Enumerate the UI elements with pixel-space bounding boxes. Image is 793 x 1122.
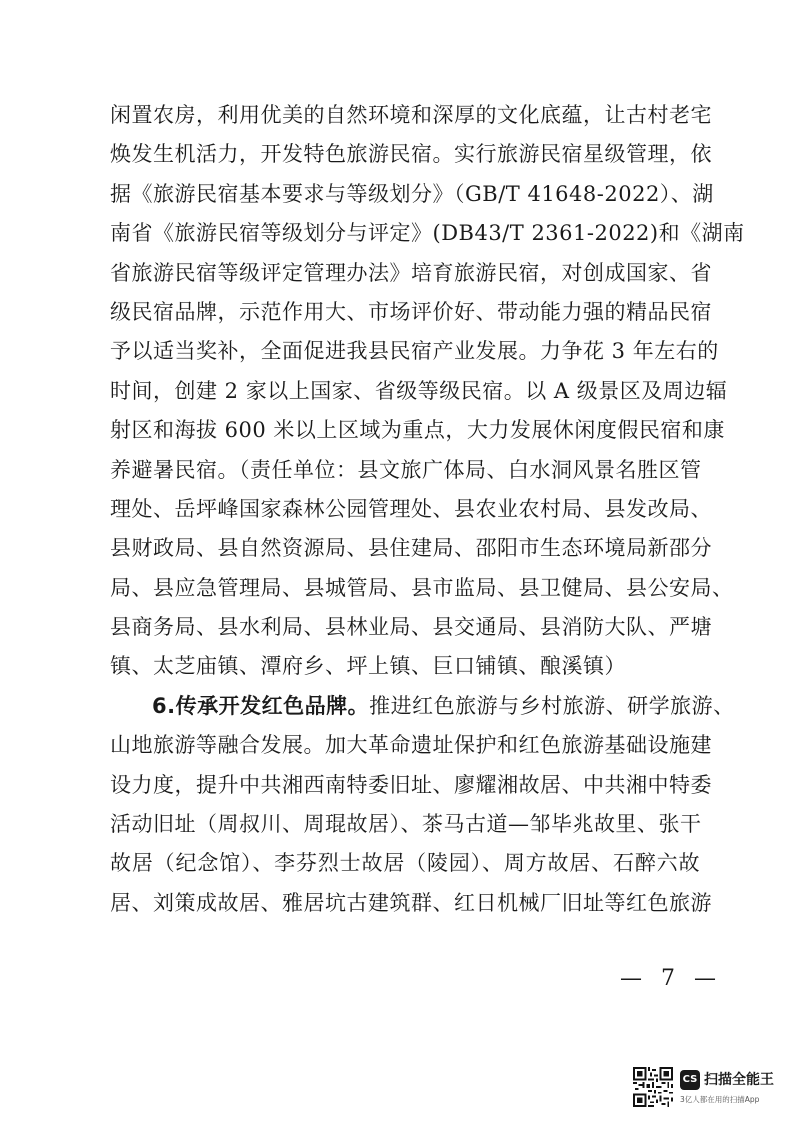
section-6-first-line xyxy=(110,687,735,726)
text-line: 射区和海拔 600 米以上区域为重点，大力发展休闲度假民宿和康 xyxy=(110,418,725,443)
text-line: 居、刘策成故居、雅居坑古建筑群、红日机械厂旧址等红色旅游 xyxy=(110,890,712,915)
text-line: 南省《旅游民宿等级划分与评定》(DB43/T 2361-2022)和《湖南 xyxy=(110,221,745,246)
brand-name: 扫描全能王 xyxy=(704,1072,774,1088)
text-line: 理处、岳坪峰国家森林公园管理处、县农业农村局、县发改局、 xyxy=(110,496,712,521)
paragraph-1 xyxy=(110,96,745,687)
text-line: 县财政局、县自然资源局、县住建局、邵阳市生态环境局新邵分 xyxy=(110,536,712,561)
text-line: 省旅游民宿等级评定管理办法》培育旅游民宿，对创成国家、省 xyxy=(110,260,712,285)
text-line: 闲置农房，利用优美的自然环境和深厚的文化底蕴，让古村老宅 xyxy=(110,103,712,127)
text-line: 养避暑民宿。（责任单位：县文旅广体局、白水洞风景名胜区管 xyxy=(110,457,702,482)
text-line: 镇、太芝庙镇、潭府乡、坪上镇、巨口铺镇、酿溪镇） xyxy=(110,654,626,679)
text-line: 故居（纪念馆）、李芬烈士故居（陵园）、周方故居、石醉六故 xyxy=(110,851,700,876)
brand-tagline: 3亿人都在用的扫描App xyxy=(680,1095,760,1104)
scanner-watermark xyxy=(633,1067,783,1111)
cs-logo: CS xyxy=(680,1070,700,1090)
text-line: 县商务局、县水利局、县林业局、县交通局、县消防大队、严塘 xyxy=(110,615,712,640)
qr-code-icon xyxy=(633,1067,673,1107)
text-line: 山地旅游等融合发展。加大革命遗址保护和红色旅游基础设施建 xyxy=(110,733,712,758)
text-line: 时间，创建 2 家以上国家、省级等级民宿。以 A 级景区及周边辐 xyxy=(110,378,728,403)
page-number: — 7 — xyxy=(620,966,722,991)
text-line: 予以适当奖补，全面促进我县民宿产业发展。力争花 3 年左右的 xyxy=(110,339,719,364)
section-6-first-line-text: 推进红色旅游与乡村旅游、研学旅游、 xyxy=(369,693,735,718)
section-6 xyxy=(110,687,735,923)
section-6-heading: 6.传承开发红色品牌。 xyxy=(152,693,370,718)
document-body xyxy=(110,96,745,923)
text-line: 设力度，提升中共湘西南特委旧址、廖耀湘故居、中共湘中特委 xyxy=(110,772,712,797)
text-line: 级民宿品牌，示范作用大、市场评价好、带动能力强的精品民宿 xyxy=(110,299,712,324)
text-line: 据《旅游民宿基本要求与等级划分》（GB/T 41648-2022）、湖 xyxy=(110,181,714,206)
text-line: 活动旧址（周叔川、周琨故居）、茶马古道—邹毕兆故里、张干 xyxy=(110,812,702,837)
text-line: 局、县应急管理局、县城管局、县市监局、县卫健局、县公安局、 xyxy=(110,575,734,600)
text-line: 焕发生机活力，开发特色旅游民宿。实行旅游民宿星级管理，依 xyxy=(110,142,712,167)
